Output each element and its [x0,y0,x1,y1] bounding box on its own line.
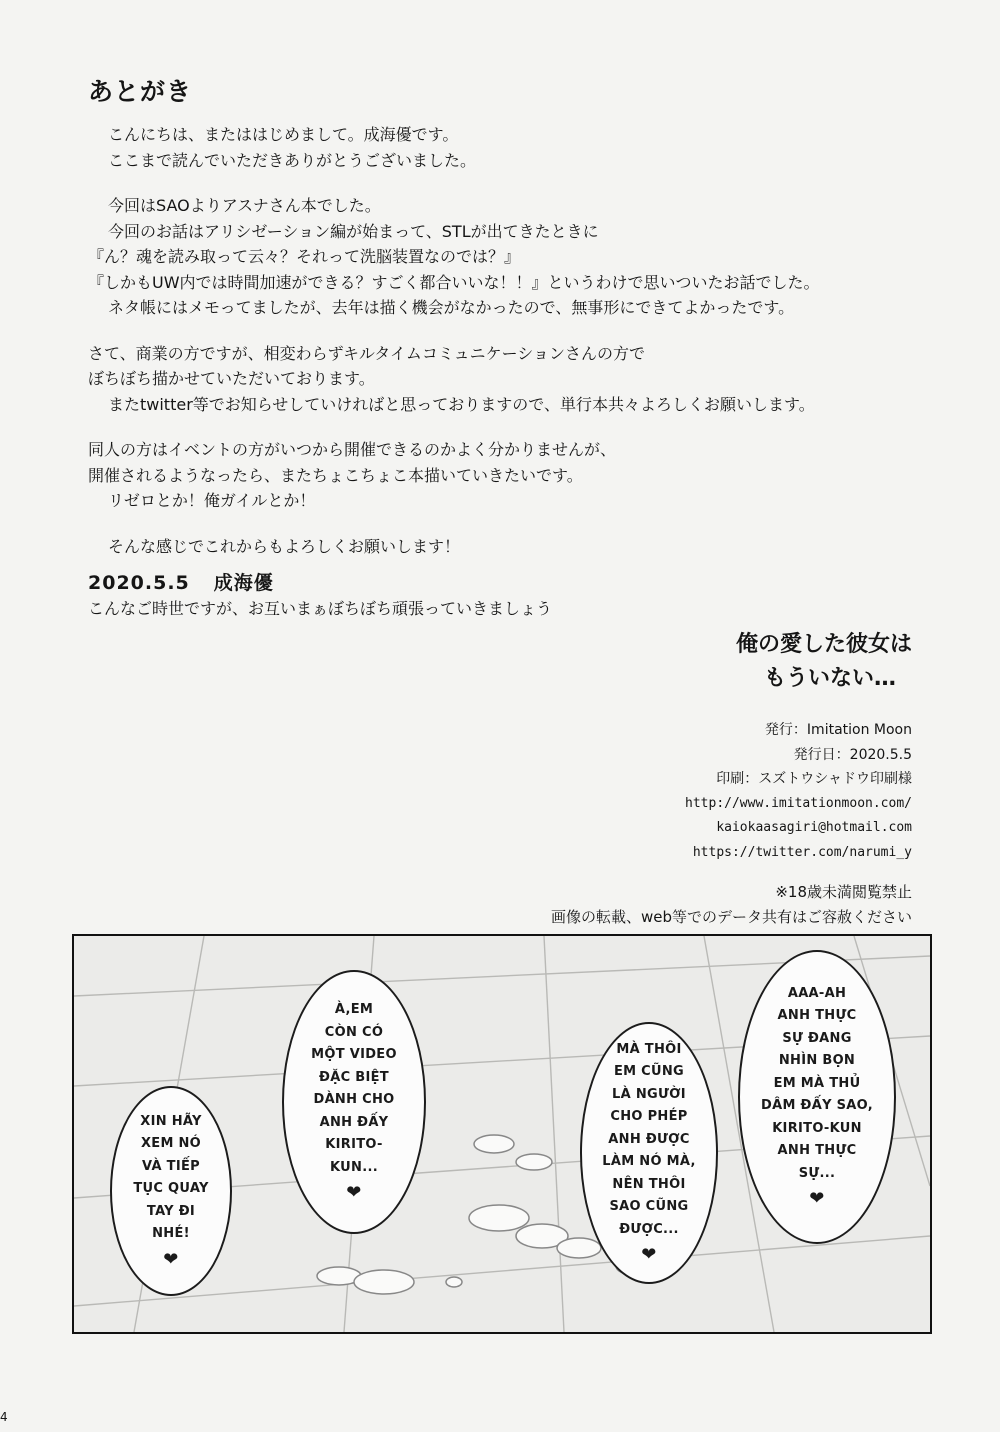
heart-icon: ❤ [809,1188,825,1210]
afterword-line: ぼちぼち描かせていただいております。 [88,369,375,388]
signoff-date: 2020.5.5 [88,572,190,594]
speech-bubble-3 [580,1022,718,1284]
publisher: 発行：Imitation Moon [764,722,912,738]
afterword-line [88,321,928,341]
heart-icon: ❤ [163,1248,179,1270]
afterword-line: こんにちは、またははじめまして。成海優です。 [108,125,459,144]
afterword-line: 今回のお話はアリシゼーション編が始まって、STLが出てきたときに [108,221,599,241]
printer: 印刷：スズトウシャドウ印刷様 [716,771,912,787]
email-link[interactable]: kaiokaasagiri@hotmail.com [716,820,912,835]
speech-bubble-1 [110,1086,232,1296]
notices [551,880,912,930]
book-subtitle: もういない… [763,666,896,691]
bubble-text: AAA-AH ANH THỰC SỰ ĐANG NHÌN BỌN EM MÀ THỦ DÂM ĐẤY SAO, KIRITO-KUN ANH THỰC SỰ... [761,985,873,1181]
afterword-line [88,417,928,437]
issue-date: 発行日：2020.5.5 [793,746,912,763]
heart-icon: ❤ [641,1244,657,1266]
book-title: 俺の愛した彼女は [735,632,912,657]
afterword-line: 今回はSAOよりアスナさん本でした。 [108,196,381,215]
afterword-line: 『ん？魂を読み取って云々？それって洗脳装置なのでは？』 [88,247,521,266]
afterword-line: ネタ帳にはメモってましたが、去年は描く機会がなかったので、無事形にできてよかったです。 [108,298,795,317]
bubble-text: XIN HÃY XEM NÓ VÀ TIẾP TỤC QUAY TAY ĐI NHÉ! [133,1113,209,1241]
afterword-line [88,173,928,193]
twitter-link[interactable]: https://twitter.com/narumi_y [692,844,912,860]
afterword-line: リゼロとか！俺ガイルとか！ [108,491,316,510]
bubble-text: À,EM CÒN CÓ MỘT VIDEO ĐẶC BIỆT DÀNH CHO ANH ĐẤY KIRITO- KUN... [311,1002,397,1175]
page-number: 4 [0,1410,8,1424]
comic-panel [72,934,932,1334]
afterword-line: 開催されるようなったら、またちょこちょこ本描いていきたいです。 [88,465,583,485]
afterword-line [88,514,928,534]
afterword-title: あとがき [88,77,193,106]
colophon-meta [685,718,912,865]
afterword-line: さて、商業の方ですが、相変わらずキルタイムコミュニケーションさんの方で [88,343,645,363]
afterword-line: 同人の方はイベントの方がいつから開催できるのかよく分かりませんが、 [88,440,617,459]
signoff-author: 成海優 [213,572,274,594]
website-link[interactable]: http://www.imitationmoon.com/ [685,795,912,811]
closing-line: こんなご時世ですが、お互いまぁぼちぼち頑張っていきましょう [88,599,553,618]
signoff [88,568,274,595]
speech-bubble-2 [282,970,426,1234]
afterword-line: ここまで読んでいただきありがとうございました。 [108,150,477,170]
age-notice: ※18歳未満閲覧禁止 [775,883,912,901]
afterword-line: 『しかもUW内では時間加速ができる？すごく都合いいな！！』というわけで思いついたお話でした。 [88,272,820,292]
bubble-text: MÀ THÔI EM CŨNG LÀ NGƯỜI CHO PHÉP ANH ĐƯỢC LÀM NÓ MÀ, NÊN THÔI SAO CŨNG ĐƯỢC... [602,1041,696,1237]
afterword-line: そんな感じでこれからもよろしくお願いします！ [108,536,461,556]
afterword-line: またtwitter等でお知らせしていければと思っておりますので、単行本共々よろしくお願いします。 [108,394,815,414]
afterword-body [88,122,928,559]
heart-icon: ❤ [346,1182,362,1203]
speech-bubble-4 [738,950,896,1244]
colophon [685,628,912,865]
reprint-notice: 画像の転載、web等でのデータ共有はご容赦ください [550,908,912,926]
